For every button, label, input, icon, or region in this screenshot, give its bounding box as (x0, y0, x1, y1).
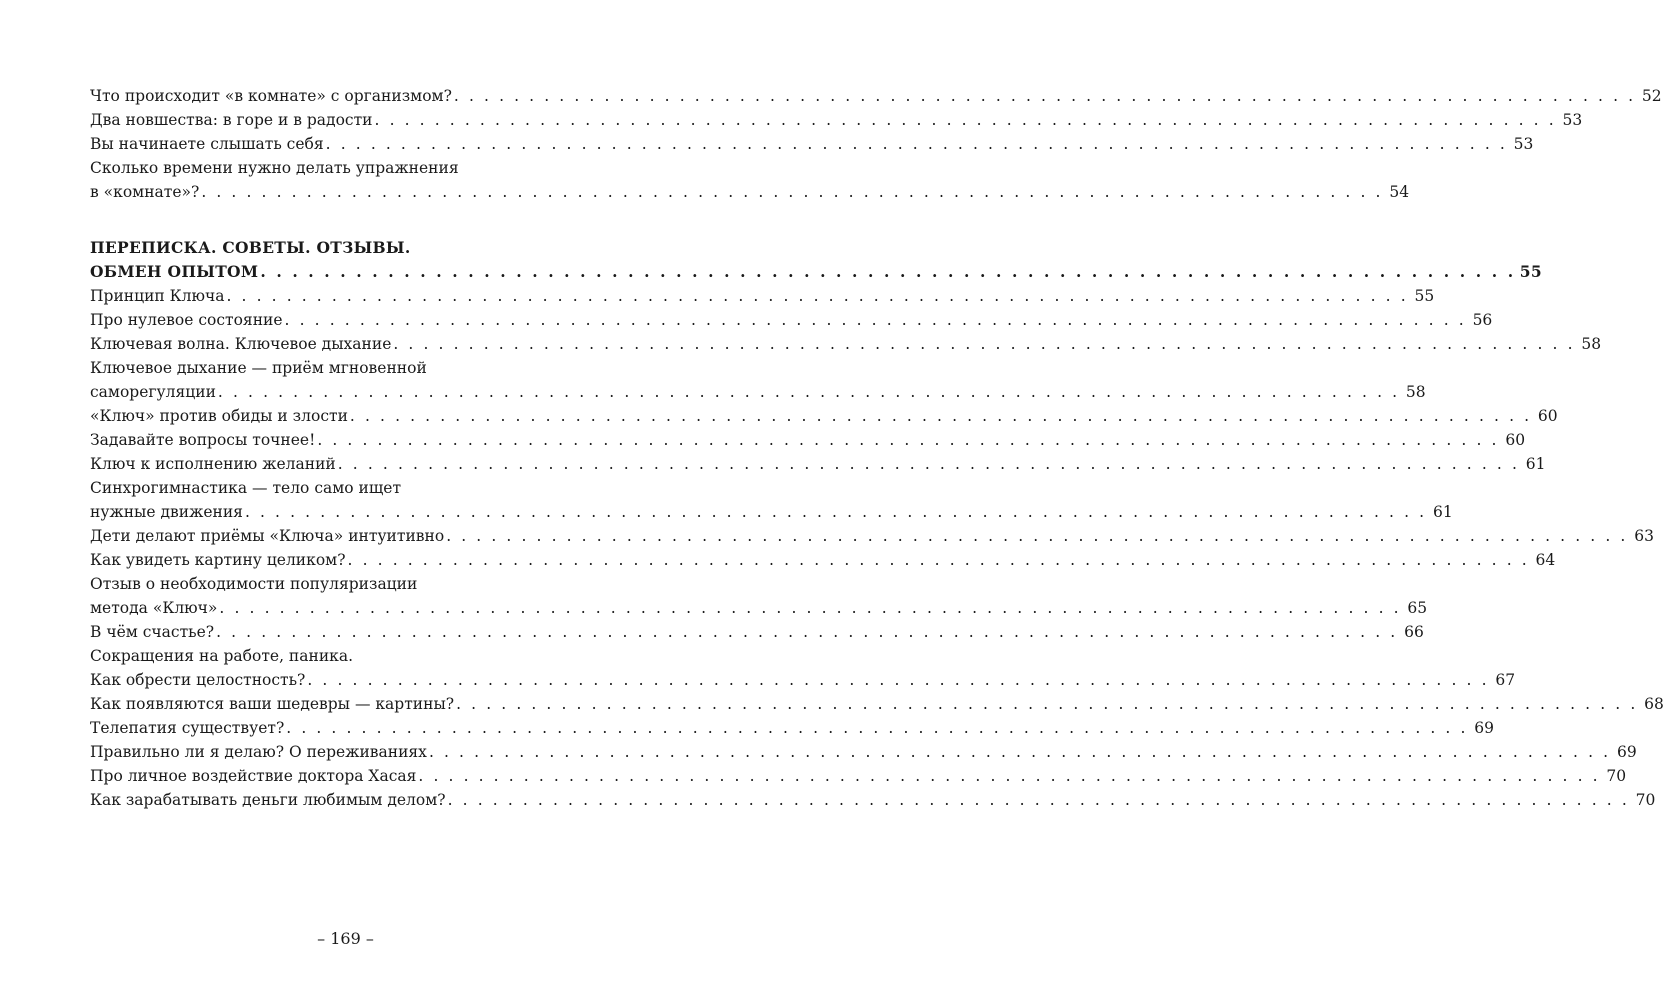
toc-entry-page: 58 (1581, 335, 1602, 353)
toc-entry-page: 61 (1432, 503, 1453, 521)
toc-entry-title: нужные движения (90, 503, 243, 521)
toc-entry-page: 61 (1525, 455, 1546, 473)
toc-entry-title: метода «Ключ» (90, 599, 218, 617)
toc-entry-title-line1 (90, 156, 598, 180)
toc-entry-title-line1 (90, 356, 598, 380)
toc-entry-title: Как обрести целостность? (90, 671, 306, 689)
dot-leader (346, 548, 1530, 572)
dot-leader (214, 620, 1398, 644)
toc-entry-page: 52 (1641, 87, 1662, 105)
dot-leader (454, 692, 1638, 716)
dot-leader (373, 108, 1557, 132)
toc-entry (90, 524, 1654, 548)
toc-entry-page: 65 (1407, 599, 1428, 617)
toc-entry-title: Задавайте вопросы точнее! (90, 431, 316, 449)
dot-leader (416, 764, 1600, 788)
dot-leader (216, 380, 1400, 404)
toc-entry (90, 380, 1426, 404)
toc-entry-page: 68 (1644, 695, 1664, 713)
section-heading-line1 (90, 236, 598, 260)
dot-leader (452, 84, 1636, 108)
toc-entry-title: Дети делают приёмы «Ключа» интуитивно (90, 527, 445, 545)
toc-entry-title: Правильно ли я делаю? О переживаниях (90, 743, 427, 761)
toc-entry-title: «Ключ» против обиды и злости (90, 407, 348, 425)
toc-entry-page: 67 (1495, 671, 1516, 689)
dot-leader (305, 668, 1489, 692)
toc-entry-title: Синхрогимнастика — тело само ищет (90, 479, 402, 497)
toc-entry (90, 620, 1424, 644)
toc-entry-title: Телепатия существует? (90, 719, 285, 737)
dot-leader (446, 788, 1630, 812)
dot-leader (199, 180, 1383, 204)
toc-entry-title: Ключевая волна. Ключевое дыхание (90, 335, 392, 353)
toc-entry (90, 740, 1637, 764)
toc-entry (90, 180, 1410, 204)
toc-entry (90, 764, 1627, 788)
dot-leader (315, 428, 1499, 452)
toc-entry-page: 53 (1513, 135, 1534, 153)
toc-entry-title: Как увидеть картину целиком? (90, 551, 346, 569)
toc-entry-page: 60 (1537, 407, 1558, 425)
toc-entry-page: 56 (1472, 311, 1493, 329)
toc-entry-title: Что происходит «в комнате» с организмом? (90, 87, 452, 105)
toc-entry-title: Как зарабатывать деньги любимым делом? (90, 791, 446, 809)
toc-entry-title: Про нулевое состояние (90, 311, 283, 329)
toc-entry-title: Ключ к исполнению желаний (90, 455, 336, 473)
toc-entry (90, 428, 1526, 452)
toc-entry-page: 54 (1389, 183, 1410, 201)
dot-leader (224, 284, 1408, 308)
toc-entry-page: 70 (1606, 767, 1627, 785)
toc-entry-title: Сколько времени нужно делать упражнения (90, 159, 459, 177)
toc-entry-page: 53 (1562, 111, 1583, 129)
toc-entry (90, 500, 1453, 524)
toc-entry (90, 668, 1516, 692)
dot-leader (258, 260, 1515, 284)
toc-entry-page: 63 (1634, 527, 1654, 545)
toc-entry-title-line1 (90, 644, 598, 668)
section-heading (90, 260, 1542, 284)
toc-entry (90, 284, 1435, 308)
toc-entry-title: Ключевое дыхание — приём мгновенной (90, 359, 427, 377)
toc-entry-title: Про личное воздействие доктора Хасая (90, 767, 417, 785)
toc-entry-title: Принцип Ключа (90, 287, 225, 305)
toc-entry-page: 55 (1414, 287, 1435, 305)
toc-entry-page: 64 (1535, 551, 1556, 569)
toc-entry (90, 84, 1662, 108)
toc-entry-page: 70 (1635, 791, 1656, 809)
toc-entry (90, 404, 1558, 428)
dot-leader (284, 716, 1468, 740)
dot-leader (391, 332, 1575, 356)
toc-entry-page: 69 (1616, 743, 1637, 761)
toc-entry (90, 332, 1602, 356)
toc-entry-title: Отзыв о необходимости популяризации (90, 575, 418, 593)
section-gap (90, 204, 598, 236)
section-heading-title: ПЕРЕПИСКА. СОВЕТЫ. ОТЗЫВЫ. (90, 238, 411, 257)
toc-entry (90, 548, 1556, 572)
toc-entry-page: 66 (1404, 623, 1424, 641)
toc-entry-title: Как появляются ваши шедевры — картины? (90, 695, 455, 713)
toc-entry-title: Вы начинаете слышать себя (90, 135, 324, 153)
toc-entry (90, 108, 1583, 132)
toc-entry-title: Два новшества: в горе и в радости (90, 111, 373, 129)
dot-leader (336, 452, 1520, 476)
toc-entry-title: в «комнате»? (90, 183, 200, 201)
page-number: – 169 – (317, 929, 374, 948)
dot-leader (444, 524, 1628, 548)
toc-entry-page: 60 (1505, 431, 1526, 449)
toc-entry-page: 69 (1474, 719, 1495, 737)
dot-leader (324, 132, 1508, 156)
toc-entry (90, 452, 1546, 476)
toc-entry (90, 716, 1495, 740)
dot-leader (283, 308, 1467, 332)
dot-leader (243, 500, 1427, 524)
toc-entry (90, 692, 1664, 716)
dot-leader (348, 404, 1532, 428)
toc-entry (90, 788, 1656, 812)
toc-entry-title: В чём счастье? (90, 623, 215, 641)
section-heading-page: 55 (1519, 262, 1542, 281)
table-of-contents (90, 84, 1664, 812)
toc-entry (90, 308, 1493, 332)
toc-entry-title: саморегуляции (90, 383, 216, 401)
toc-entry (90, 132, 1534, 156)
section-heading-title: ОБМЕН ОПЫТОМ (90, 262, 259, 281)
toc-entry (90, 596, 1428, 620)
dot-leader (427, 740, 1611, 764)
toc-entry-title-line1 (90, 572, 598, 596)
toc-entry-page: 58 (1405, 383, 1426, 401)
toc-entry-title: Сокращения на работе, паника. (90, 647, 354, 665)
toc-entry-title-line1 (90, 476, 598, 500)
dot-leader (217, 596, 1401, 620)
